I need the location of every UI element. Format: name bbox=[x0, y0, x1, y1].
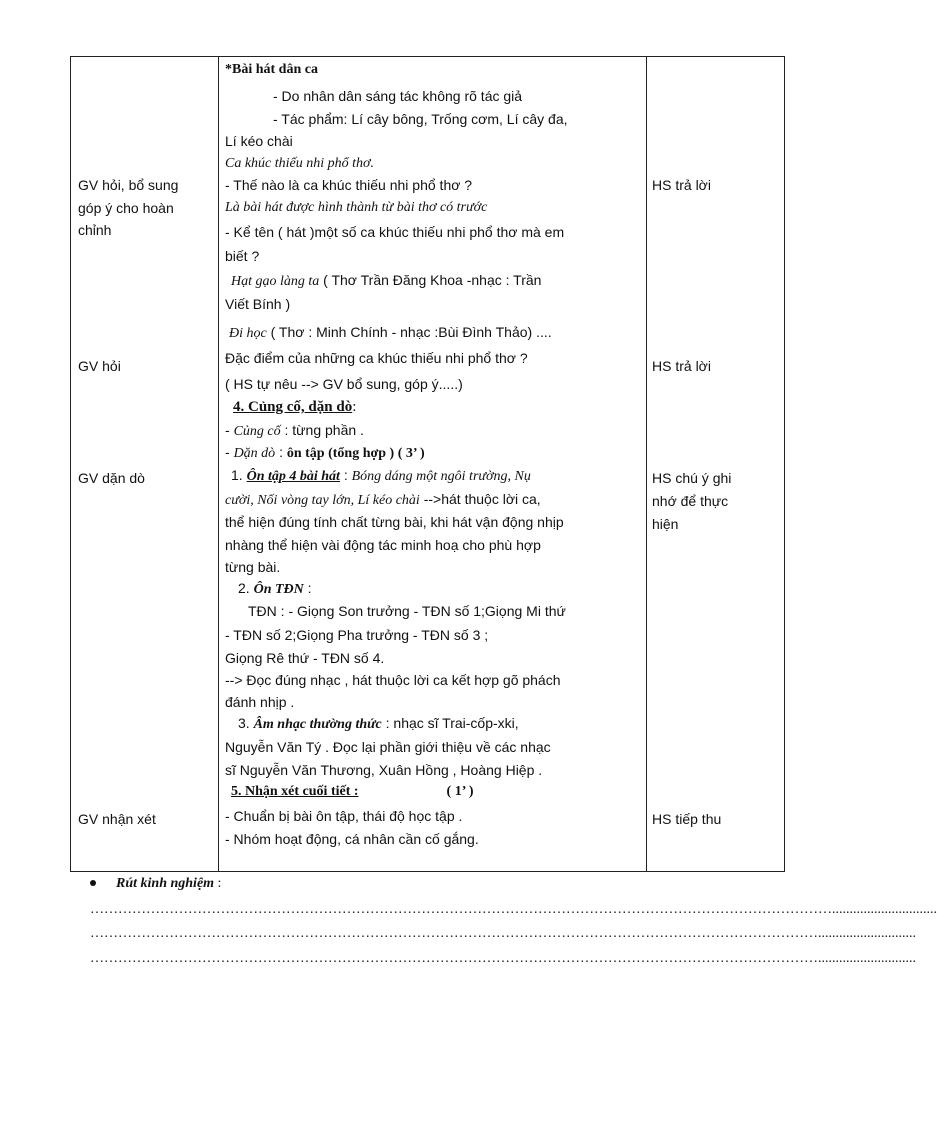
content-line: 3. Âm nhạc thường thức : nhạc sĩ Trai-cốp-xki, bbox=[238, 715, 519, 732]
content-line: đánh nhịp . bbox=[225, 694, 295, 710]
student-action-3: HS chú ý ghi bbox=[652, 470, 732, 486]
content-line: nhàng thể hiện vài động tác minh hoạ cho phù hợp bbox=[225, 537, 541, 553]
content-line: từng bài. bbox=[225, 559, 281, 575]
content-line: - Tác phẩm: Lí cây bông, Trống cơm, Lí cây đa, bbox=[273, 111, 568, 127]
content-line: Lí kéo chài bbox=[225, 133, 293, 149]
student-action-1: HS trả lời bbox=[652, 177, 711, 193]
column-divider-1 bbox=[218, 57, 219, 871]
content-line: - TĐN số 2;Giọng Pha trưởng - TĐN số 3 ; bbox=[225, 627, 489, 643]
content-line: Nguyễn Văn Tý . Đọc lại phần giới thiệu về các nhạc bbox=[225, 739, 551, 755]
teacher-action-1-line2: góp ý cho hoàn bbox=[78, 200, 174, 216]
column-divider-2 bbox=[646, 57, 647, 871]
teacher-action-1-line3: chỉnh bbox=[78, 222, 112, 238]
content-line: Giọng Rê thứ - TĐN số 4. bbox=[225, 650, 385, 666]
content-line: Hạt gạo làng ta ( Thơ Trần Đăng Khoa -nhạc : Trần bbox=[231, 272, 542, 289]
content-line: Viết Bính ) bbox=[225, 296, 291, 312]
section-heading-5: 5. Nhận xét cuối tiết : ( 1’ ) bbox=[231, 784, 474, 799]
dotted-line-2: …………………………………………………………………………………………………………………………………………............................ bbox=[90, 926, 916, 941]
content-line: 2. Ôn TĐN : bbox=[238, 580, 312, 597]
content-line: - Củng cố : từng phần . bbox=[225, 422, 364, 439]
content-line: TĐN : - Giọng Son trưởng - TĐN số 1;Giọng Mi thứ bbox=[248, 603, 566, 619]
teacher-action-2: GV hỏi bbox=[78, 358, 121, 374]
section-heading-children-songs: Ca khúc thiếu nhi phổ thơ. bbox=[225, 156, 375, 171]
content-line: biết ? bbox=[225, 248, 260, 264]
bullet-icon bbox=[90, 880, 96, 886]
experience-heading: Rút kinh nghiệm : bbox=[116, 876, 222, 891]
dotted-line-3: …………………………………………………………………………………………………………………………………………............................ bbox=[90, 951, 916, 966]
teacher-action-3: GV dặn dò bbox=[78, 470, 145, 486]
content-line: - Kể tên ( hát )một số ca khúc thiếu nhi phổ thơ mà em bbox=[225, 224, 565, 240]
section-heading-folk-songs: *Bài hát dân ca bbox=[225, 62, 318, 77]
content-line: cười, Nối vòng tay lớn, Lí kéo chài -->hát thuộc lời ca, bbox=[225, 491, 541, 508]
teacher-action-1: GV hỏi, bổ sung bbox=[78, 177, 179, 193]
content-line: Đi học ( Thơ : Minh Chính - nhạc :Bùi Đình Thảo) .... bbox=[229, 324, 552, 341]
content-line: - Nhóm hoạt động, cá nhân cần cố gắng. bbox=[225, 831, 479, 847]
content-line: - Do nhân dân sáng tác không rõ tác giả bbox=[273, 88, 523, 104]
dotted-line-1: …………………………………………………………………………………………………………………………………………….............................. bbox=[90, 902, 937, 917]
content-line: - Chuẩn bị bài ôn tập, thái độ học tập . bbox=[225, 808, 463, 824]
answer-line: Là bài hát được hình thành từ bài thơ có trước bbox=[225, 200, 488, 215]
student-action-4: HS tiếp thu bbox=[652, 811, 722, 827]
content-line: Đặc điểm của những ca khúc thiếu nhi phổ thơ ? bbox=[225, 350, 528, 366]
student-action-2: HS trả lời bbox=[652, 358, 711, 374]
section-heading-4: 4. Củng cố, dặn dò: bbox=[233, 399, 357, 415]
content-line: ( HS tự nêu --> GV bổ sung, góp ý.....) bbox=[225, 376, 463, 392]
content-line: - Thế nào là ca khúc thiếu nhi phổ thơ ? bbox=[225, 177, 473, 193]
content-line: --> Đọc đúng nhạc , hát thuộc lời ca kết hợp gõ phách bbox=[225, 672, 561, 688]
content-line: - Dặn dò : ôn tập (tổng hợp ) ( 3’ ) bbox=[225, 444, 425, 461]
teacher-action-4: GV nhận xét bbox=[78, 811, 156, 827]
content-line: sĩ Nguyễn Văn Thương, Xuân Hồng , Hoàng Hiệp . bbox=[225, 762, 543, 778]
student-action-3-line3: hiện bbox=[652, 516, 679, 532]
content-line: thể hiện đúng tính chất từng bài, khi hát vận động nhịp bbox=[225, 514, 564, 530]
student-action-3-line2: nhớ để thực bbox=[652, 493, 729, 509]
content-line: 1. Ôn tập 4 bài hát : Bóng dáng một ngôi trường, Nụ bbox=[231, 467, 531, 484]
